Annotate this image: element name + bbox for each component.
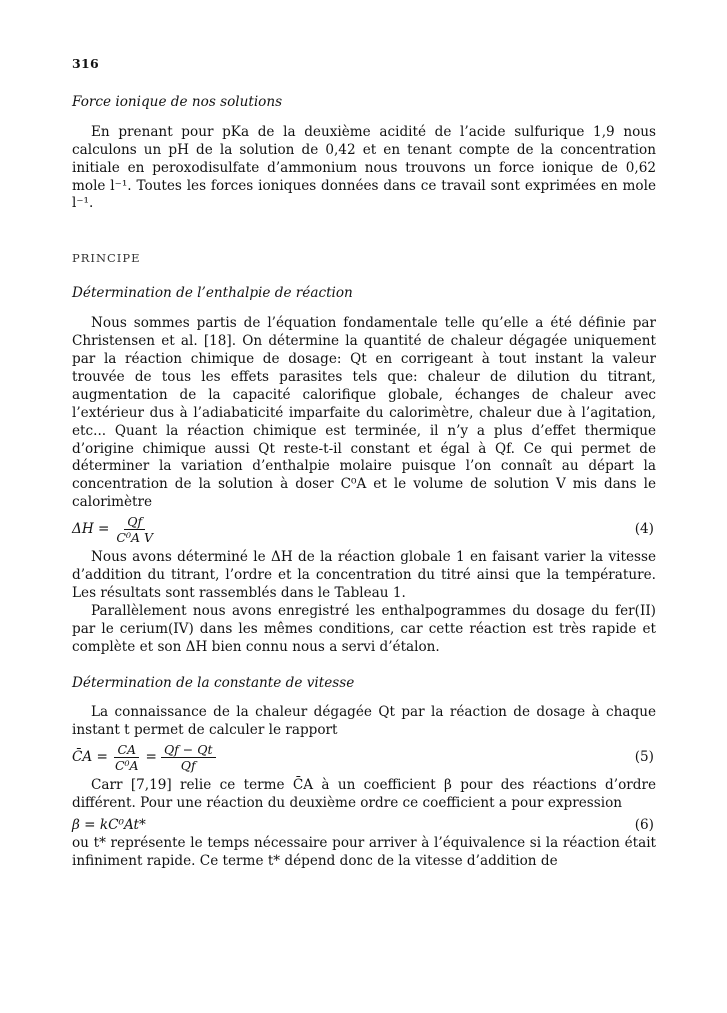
- equation-4-denominator: C⁰A V: [116, 530, 153, 546]
- paragraph-enthalpy-results: Nous avons déterminé le ΔH de la réaction globale 1 en faisant varier la vitesse d’addition du titrant, l’ordre et la concentration du titré ainsi que la température. Les résultats sont rassemblés dans le Tableau 1.: [72, 549, 656, 601]
- equation-5-number: (5): [634, 748, 654, 765]
- equation-4-number: (4): [634, 520, 654, 537]
- equation-4: [72, 514, 656, 545]
- section-title-principe: PRINCIPE: [72, 251, 141, 266]
- section-heading-rate-constant: Détermination de la constante de vitesse: [72, 674, 355, 691]
- equation-5: [72, 742, 656, 773]
- section-heading-enthalpy: Détermination de l’enthalpie de réaction: [72, 285, 353, 302]
- equation-5-frac1-numerator: CA: [114, 742, 139, 758]
- equation-5-frac2-denominator: Qf: [180, 758, 196, 774]
- equation-6-expression: β = kC⁰At*: [72, 817, 146, 834]
- equation-6-number: (6): [634, 817, 654, 834]
- section-heading-ionic-strength: Force ionique de nos solutions: [72, 93, 283, 110]
- equation-5-equals: =: [145, 748, 157, 765]
- paragraph-t-star: ou t* représente le temps nécessaire pour arriver à l’équivalence si la réaction était infiniment rapide. Ce terme t* dépend donc de la vitesse d’addition de: [72, 835, 656, 869]
- page-number: 316: [72, 56, 99, 71]
- equation-5-fraction-1: [112, 742, 142, 773]
- equation-4-fraction: [113, 514, 156, 545]
- paragraph-carr-coefficient: Carr [7,19] relie ce terme C̄A à un coefficient β pour des réactions d’ordre différent. Pour une réaction du deuxième ordre ce coefficient a pour expression: [72, 777, 656, 812]
- equation-5-frac1-denominator: C⁰A: [114, 758, 139, 774]
- paragraph-rate-intro: La connaissance de la chaleur dégagée Qt par la réaction de dosage à chaque instant t permet de calculer le rapport: [72, 704, 656, 739]
- equation-5-frac2-numerator: Qf − Qt: [161, 742, 216, 758]
- page-content: [72, 55, 656, 871]
- equation-5-lhs: C̄A =: [72, 748, 108, 765]
- equation-4-lhs: ΔH =: [72, 520, 110, 537]
- equation-5-fraction-2: [161, 742, 216, 773]
- paragraph-enthalpy-method: Nous sommes partis de l’équation fondamentale telle qu’elle a été définie par Christensen et al. [18]. On détermine la quantité de chaleur dégagée uniquement par la réaction chimique de dosage: Qt en corrigeant à tout instant la valeur trouvée de tous les effets parasites tels que: chaleur de dilution du titrant, augmentation de la capacité calorifique globale, échanges de chaleur avec l’extérieur dus à l’adiabaticité imparfaite du calorimètre, chaleur due à l’agitation, etc... Quant la réaction chimique est terminée, il n’y a plus d’effet thermique d’origine chimique aussi Qt reste-t-il constant et égal à Qf. Ce qui permet de déterminer la variation d’enthalpie molaire puisque l’on connaît au départ la concentration de la solution à doser C⁰A et le volume de solution V mis dans le calorimètre: [72, 315, 656, 511]
- paragraph-enthalpy-reference: Parallèlement nous avons enregistré les enthalpogrammes du dosage du fer(II) par le cerium(IV) dans les mêmes conditions, car cette réaction est très rapide et complète et son ΔH bien connu nous a servi d’étalon.: [72, 602, 656, 655]
- paragraph-ionic-strength: En prenant pour pKa de la deuxième acidité de l’acide sulfurique 1,9 nous calculons un pH de la solution de 0,42 et en tenant compte de la concentration initiale en peroxodisulfate d’ammonium nous trouvons un force ionique de 0,62 mole l⁻¹. Toutes les forces ioniques données dans ce travail sont exprimées en mole l⁻¹.: [72, 123, 656, 212]
- equation-4-numerator: Qf: [124, 514, 145, 530]
- equation-6: [72, 817, 656, 835]
